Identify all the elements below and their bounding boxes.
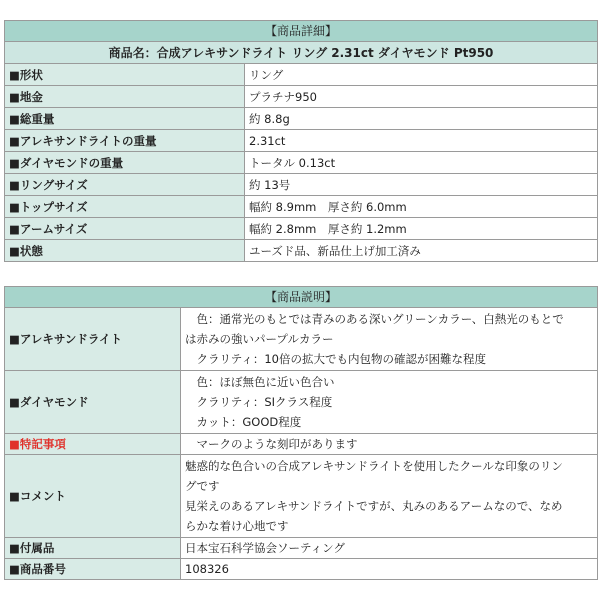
comment-line-1: 魅惑的な色合いの合成アレキサンドライトを使用したクールな印象のリン [185, 459, 563, 473]
label-comment: ■コメント [5, 455, 181, 538]
label-metal: ■地金 [5, 86, 245, 108]
value-ring-size: 約 13号 [245, 174, 598, 196]
value-accessories: 日本宝石科学協会ソーティング [181, 538, 598, 559]
value-product-number: 108326 [181, 559, 598, 580]
value-condition: ユーズド品、新品仕上げ加工済み [245, 240, 598, 262]
comment-line-3: 見栄えのあるアレキサンドライトですが、丸みのあるアームなので、なめ [185, 499, 563, 513]
label-alexandrite-weight: ■アレキサンドライトの重量 [5, 130, 245, 152]
label-condition: ■状態 [5, 240, 245, 262]
label-special-notes: ■特記事項 [5, 434, 181, 455]
diamond-line-1: 色：ほぼ無色に近い色合い [185, 375, 335, 389]
value-total-weight: 約 8.8g [245, 108, 598, 130]
value-metal: プラチナ950 [245, 86, 598, 108]
value-alexandrite-weight: 2.31ct [245, 130, 598, 152]
value-alexandrite [181, 308, 598, 371]
value-diamond-weight: トータル 0.13ct [245, 152, 598, 174]
product-description-table [4, 286, 598, 580]
value-special-notes: マークのような刻印があります [181, 434, 598, 455]
value-shape: リング [245, 64, 598, 86]
value-arm-size: 幅約 2.8mm 厚さ約 1.2mm [245, 218, 598, 240]
product-details-table [4, 20, 598, 262]
comment-line-4: らかな着け心地です [185, 519, 289, 533]
value-comment [181, 455, 598, 538]
label-product-number: ■商品番号 [5, 559, 181, 580]
label-arm-size: ■アームサイズ [5, 218, 245, 240]
label-ring-size: ■リングサイズ [5, 174, 245, 196]
comment-line-2: グです [185, 479, 220, 493]
label-diamond-weight: ■ダイヤモンドの重量 [5, 152, 245, 174]
label-diamond: ■ダイヤモンド [5, 371, 181, 434]
alexandrite-line-1: 色：通常光のもとでは青みのある深いグリーンカラー、白熱光のもとで [185, 312, 564, 326]
value-top-size: 幅約 8.9mm 厚さ約 6.0mm [245, 196, 598, 218]
value-diamond [181, 371, 598, 434]
label-alexandrite: ■アレキサンドライト [5, 308, 181, 371]
diamond-line-2: クラリティ：SIクラス程度 [185, 395, 333, 409]
label-top-size: ■トップサイズ [5, 196, 245, 218]
alexandrite-line-3: クラリティ：10倍の拡大でも内包物の確認が困難な程度 [185, 352, 486, 366]
label-total-weight: ■総重量 [5, 108, 245, 130]
details-header: 【商品詳細】 [5, 21, 598, 42]
description-header: 【商品説明】 [5, 287, 598, 308]
label-accessories: ■付属品 [5, 538, 181, 559]
label-shape: ■形状 [5, 64, 245, 86]
diamond-line-3: カット：GOOD程度 [185, 415, 302, 429]
product-name: 商品名：合成アレキサンドライト リング 2.31ct ダイヤモンド Pt950 [5, 42, 598, 64]
alexandrite-line-2: は赤みの強いパープルカラー [185, 332, 334, 346]
